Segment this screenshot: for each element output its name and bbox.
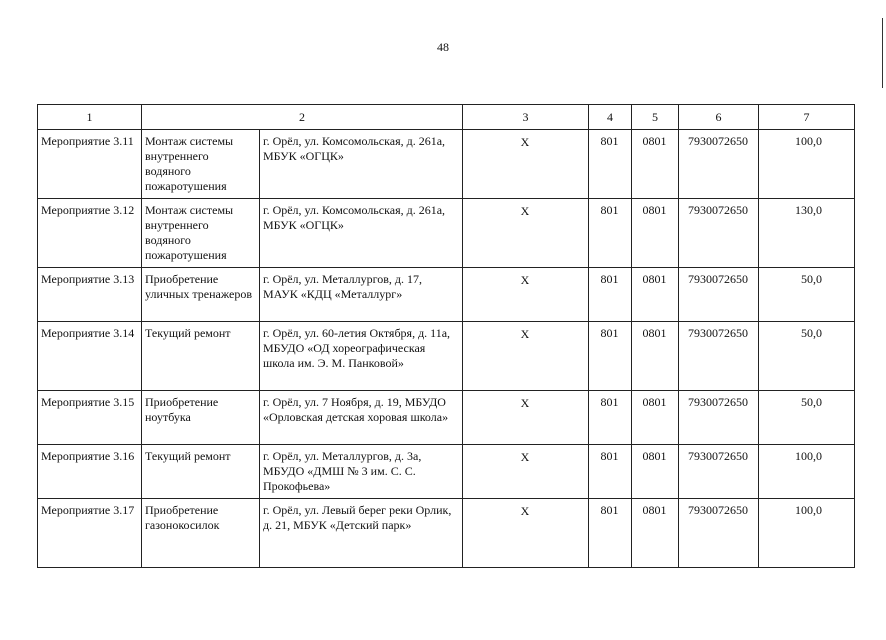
code-801-cell: 801 — [589, 199, 632, 268]
header-col-6: 6 — [679, 105, 759, 130]
description-cell: Приобретение газонокосилок — [142, 499, 260, 568]
x-cell: Х — [463, 130, 589, 199]
description-cell: Текущий ремонт — [142, 445, 260, 499]
table-row — [38, 499, 855, 568]
code-0801-cell: 0801 — [632, 130, 679, 199]
description-cell: Монтаж системы внутреннего водяного пожаротушения — [142, 199, 260, 268]
table-row — [38, 199, 855, 268]
x-cell: Х — [463, 499, 589, 568]
measure-cell: Мероприятие 3.12 — [38, 199, 142, 268]
table-row — [38, 445, 855, 499]
header-row — [38, 105, 855, 130]
target-code-cell: 7930072650 — [679, 391, 759, 445]
code-0801-cell: 0801 — [632, 199, 679, 268]
amount-cell: 100,0 — [759, 130, 855, 199]
page-number: 48 — [437, 40, 449, 54]
code-0801-cell: 0801 — [632, 445, 679, 499]
target-code-cell: 7930072650 — [679, 199, 759, 268]
table-row — [38, 130, 855, 199]
code-801-cell: 801 — [589, 268, 632, 322]
x-cell: Х — [463, 322, 589, 391]
code-0801-cell: 0801 — [632, 391, 679, 445]
measure-cell: Мероприятие 3.14 — [38, 322, 142, 391]
description-cell: Монтаж системы внутреннего водяного пожаротушения — [142, 130, 260, 199]
x-cell: Х — [463, 445, 589, 499]
header-col-7: 7 — [759, 105, 855, 130]
address-cell: г. Орёл, ул. 60-летия Октября, д. 11а, МБУДО «ОД хореографическая школа им. Э. М. Панковой» — [260, 322, 463, 391]
address-cell: г. Орёл, ул. Комсомольская, д. 261а, МБУК «ОГЦК» — [260, 130, 463, 199]
code-0801-cell: 0801 — [632, 268, 679, 322]
scan-edge-line — [882, 18, 883, 88]
description-cell: Приобретение ноутбука — [142, 391, 260, 445]
amount-cell: 100,0 — [759, 445, 855, 499]
address-cell: г. Орёл, ул. Левый берег реки Орлик, д. 21, МБУК «Детский парк» — [260, 499, 463, 568]
description-cell: Текущий ремонт — [142, 322, 260, 391]
measure-cell: Мероприятие 3.17 — [38, 499, 142, 568]
measure-cell: Мероприятие 3.16 — [38, 445, 142, 499]
header-col-1: 1 — [38, 105, 142, 130]
address-cell: г. Орёл, ул. Комсомольская, д. 261а, МБУК «ОГЦК» — [260, 199, 463, 268]
description-cell: Приобретение уличных тренажеров — [142, 268, 260, 322]
code-0801-cell: 0801 — [632, 322, 679, 391]
x-cell: Х — [463, 391, 589, 445]
code-801-cell: 801 — [589, 499, 632, 568]
code-801-cell: 801 — [589, 322, 632, 391]
amount-cell: 130,0 — [759, 199, 855, 268]
budget-table — [37, 104, 855, 568]
code-801-cell: 801 — [589, 391, 632, 445]
amount-cell: 100,0 — [759, 499, 855, 568]
x-cell: Х — [463, 199, 589, 268]
amount-cell: 50,0 — [759, 322, 855, 391]
header-col-3: 3 — [463, 105, 589, 130]
target-code-cell: 7930072650 — [679, 268, 759, 322]
target-code-cell: 7930072650 — [679, 322, 759, 391]
measure-cell: Мероприятие 3.11 — [38, 130, 142, 199]
address-cell: г. Орёл, ул. 7 Ноября, д. 19, МБУДО «Орловская детская хоровая школа» — [260, 391, 463, 445]
header-col-5: 5 — [632, 105, 679, 130]
code-0801-cell: 0801 — [632, 499, 679, 568]
address-cell: г. Орёл, ул. Металлургов, д. 17, МАУК «КДЦ «Металлург» — [260, 268, 463, 322]
table-row — [38, 322, 855, 391]
code-801-cell: 801 — [589, 130, 632, 199]
target-code-cell: 7930072650 — [679, 445, 759, 499]
header-col-4: 4 — [589, 105, 632, 130]
target-code-cell: 7930072650 — [679, 130, 759, 199]
amount-cell: 50,0 — [759, 391, 855, 445]
amount-cell: 50,0 — [759, 268, 855, 322]
table-row — [38, 391, 855, 445]
x-cell: Х — [463, 268, 589, 322]
measure-cell: Мероприятие 3.13 — [38, 268, 142, 322]
address-cell: г. Орёл, ул. Металлургов, д. 3а, МБУДО «ДМШ № 3 им. С. С. Прокофьева» — [260, 445, 463, 499]
target-code-cell: 7930072650 — [679, 499, 759, 568]
header-col-2: 2 — [142, 105, 463, 130]
code-801-cell: 801 — [589, 445, 632, 499]
measure-cell: Мероприятие 3.15 — [38, 391, 142, 445]
table-row — [38, 268, 855, 322]
